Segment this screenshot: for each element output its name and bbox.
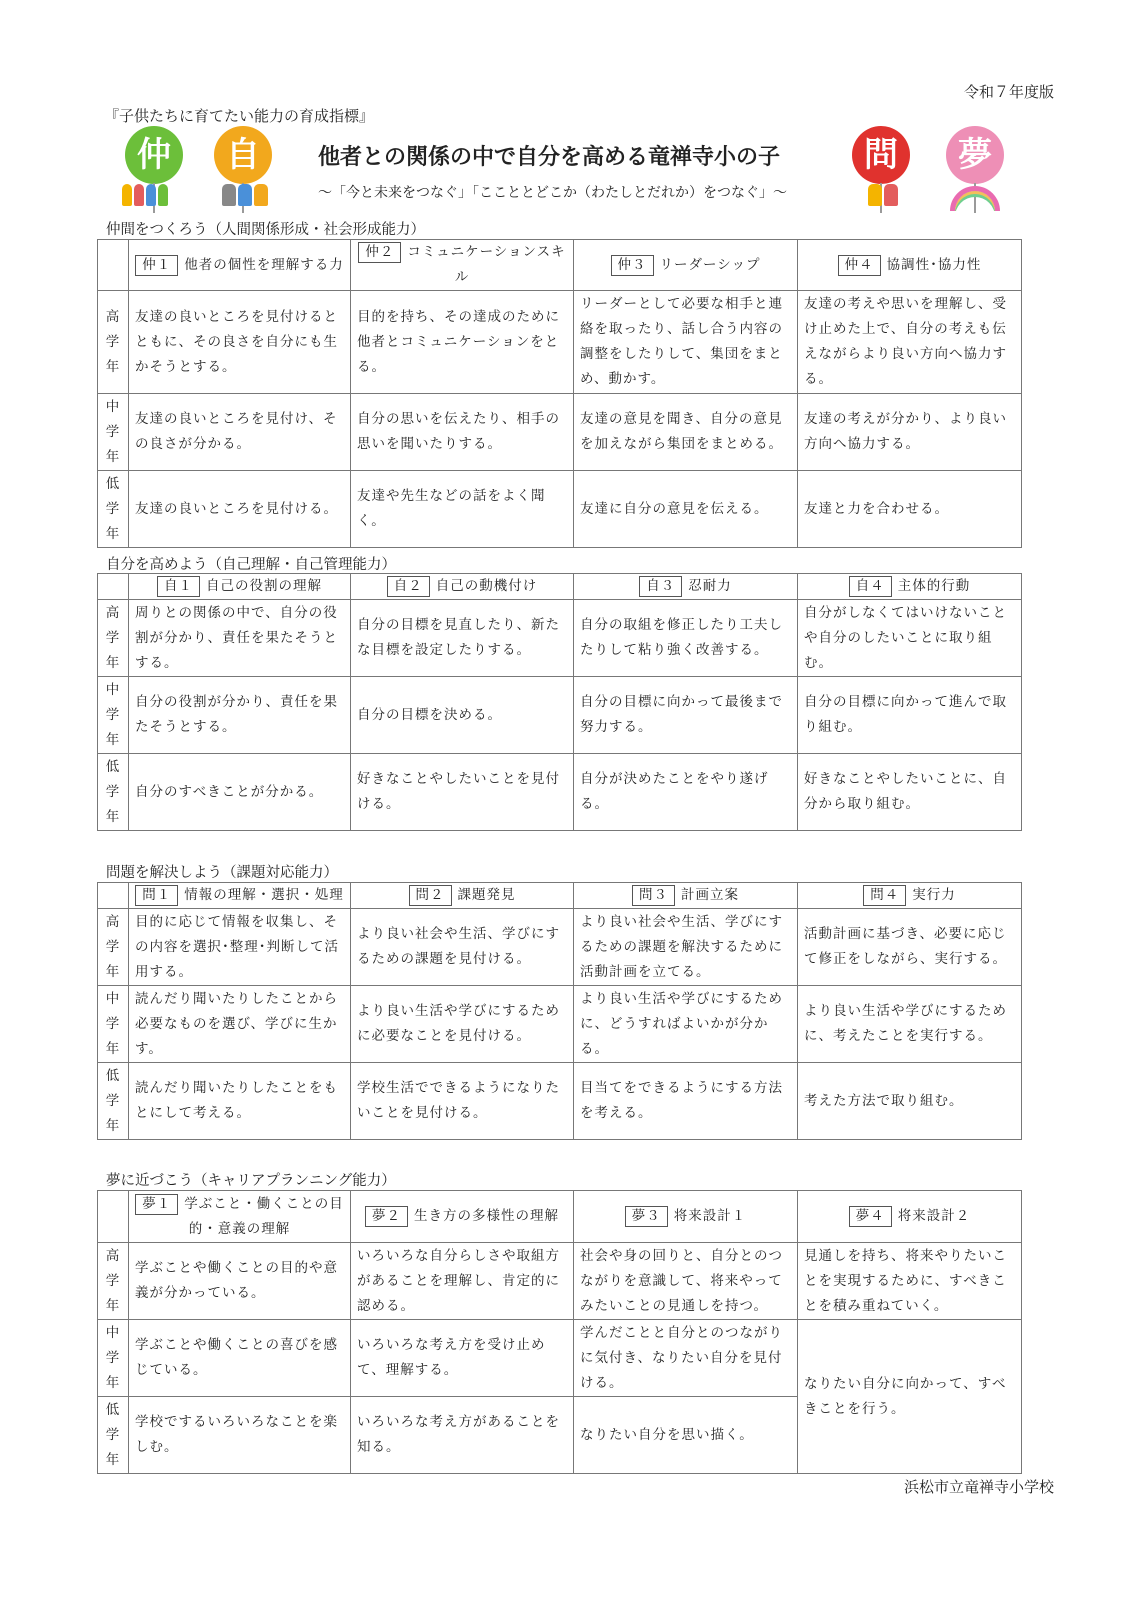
table-cell: より良い生活や学びにするために必要なことを見付ける。 — [351, 986, 574, 1063]
table-cell: 自分の目標を決める。 — [351, 677, 574, 754]
table-cell: 自分の目標を見直したり、新たな目標を設定したりする。 — [351, 600, 574, 677]
rainbow-icon — [950, 186, 1000, 211]
table-naka — [97, 239, 1022, 548]
table-ji — [97, 573, 1022, 831]
header-label: 主体的行動 — [897, 578, 971, 594]
header-cell — [574, 240, 798, 291]
code-box: 自４ — [849, 576, 892, 597]
grade-cell: 低 学 年 — [98, 1063, 129, 1140]
grade-cell: 高 学 年 — [98, 291, 129, 394]
edition-label: 令和７年度版 — [963, 83, 1054, 101]
table-cell: より良い社会や生活、学びにするための課題を見付ける。 — [351, 909, 574, 986]
table-cell: 好きなことやしたいことに、自分から取り組む。 — [798, 754, 1022, 831]
table-cell: なりたい自分を思い描く。 — [574, 1397, 798, 1474]
table-cell: リーダーとして必要な相手と連絡を取ったり、話し合う内容の調整をしたりして、集団をまとめ、動かす。 — [574, 291, 798, 394]
table-cell: より良い生活や学びにするために、考えたことを実行する。 — [798, 986, 1022, 1063]
header-label: 実行力 — [912, 887, 956, 903]
tagline: ～「今と未来をつなぐ」「ここととどこか（わたしとだれか）をつなぐ」～ — [318, 185, 787, 201]
school-name: 浜松市立竜禅寺小学校 — [903, 1478, 1054, 1496]
header-cell — [351, 574, 574, 600]
children-illustration-icon — [122, 184, 170, 209]
table-cell: 見通しを持ち、将来やりたいことを実現するために、すべきことを積み重ねていく。 — [798, 1243, 1022, 1320]
grade-cell: 高 学 年 — [98, 1243, 129, 1320]
table-row-low — [98, 754, 1022, 831]
header-cell — [574, 574, 798, 600]
table-cell: 友達の意見を聞き、自分の意見を加えながら集団をまとめる。 — [574, 394, 798, 471]
table-cell: 友達の良いところを見付けるとともに、その良さを自分にも生かそうとする。 — [129, 291, 351, 394]
code-box: 問２ — [409, 885, 452, 906]
table-cell: 学ぶことや働くことの喜びを感じている。 — [129, 1320, 351, 1397]
badge-mon: 問 — [852, 126, 910, 184]
header-cell — [351, 1191, 574, 1243]
grade-cell: 中 学 年 — [98, 394, 129, 471]
badge-naka: 仲 — [125, 126, 183, 184]
table-mon — [97, 882, 1022, 1140]
table-cell: 社会や身の回りと、自分とのつながりを意識して、将来やってみたいことの見通しを持つ。 — [574, 1243, 798, 1320]
header-label: 他者の個性を理解する力 — [184, 256, 344, 273]
header-label: 将来設計１ — [673, 1208, 747, 1224]
header-cell — [129, 240, 351, 291]
table-cell: 自分がしなくてはいけないことや自分のしたいことに取り組む。 — [798, 600, 1022, 677]
section-title-mon: 問題を解決しよう（課題対応能力） — [106, 865, 338, 881]
table-cell: 目的を持ち、その達成のために他者とコミュニケーションをとる。 — [351, 291, 574, 394]
table-cell: いろいろな考え方があることを知る。 — [351, 1397, 574, 1474]
table-cell: 好きなことやしたいことを見付ける。 — [351, 754, 574, 831]
header-label: 忍耐力 — [688, 578, 732, 594]
grade-cell: 低 学 年 — [98, 471, 129, 548]
table-cell: 友達と力を合わせる。 — [798, 471, 1022, 548]
table-cell: 自分の役割が分かり、責任を果たそうとする。 — [129, 677, 351, 754]
header-cell — [798, 240, 1022, 291]
table-cell: 友達の良いところを見付ける。 — [129, 471, 351, 548]
grade-cell: 中 学 年 — [98, 1320, 129, 1397]
header-label: 課題発見 — [457, 887, 516, 903]
table-cell: 学ぶことや働くことの目的や意義が分かっている。 — [129, 1243, 351, 1320]
header-cell — [798, 883, 1022, 909]
header-cell — [129, 1191, 351, 1243]
table-cell: 友達の良いところを見付け、その良さが分かる。 — [129, 394, 351, 471]
table-cell: 自分の目標に向かって最後まで努力する。 — [574, 677, 798, 754]
header-label: 将来設計２ — [897, 1208, 971, 1224]
badge-ji: 自 — [214, 126, 272, 184]
grade-cell: 低 学 年 — [98, 1397, 129, 1474]
header-label: 計画立案 — [681, 887, 739, 903]
table-cell: 学校でするいろいろなことを楽しむ。 — [129, 1397, 351, 1474]
corner-cell — [98, 1191, 129, 1243]
table-header-row — [98, 574, 1022, 600]
header-label: 自己の動機付け — [435, 578, 538, 594]
table-cell-merged: なりたい自分に向かって、すべきことを行う。 — [798, 1320, 1022, 1474]
table-cell: 友達や先生などの話をよく聞く。 — [351, 471, 574, 548]
code-box: 仲１ — [135, 255, 178, 276]
table-cell: 友達の考えが分かり、より良い方向へ協力する。 — [798, 394, 1022, 471]
grade-cell: 低 学 年 — [98, 754, 129, 831]
code-box: 仲３ — [611, 255, 654, 276]
table-cell: いろいろな自分らしさや取組方があることを理解し、肯定的に認める。 — [351, 1243, 574, 1320]
section-title-ji: 自分を高めよう（自己理解・自己管理能力） — [106, 557, 396, 573]
header-label: 学ぶこと・働くことの目的・意義の理解 — [184, 1195, 344, 1237]
header-label: 情報の理解・選択・処理 — [184, 887, 344, 903]
header-cell — [798, 1191, 1022, 1243]
header-label: コミュニケーションスキル — [407, 244, 566, 285]
student-teacher-illustration-icon — [222, 184, 270, 209]
header-cell — [574, 1191, 798, 1243]
code-box: 問１ — [135, 885, 178, 906]
table-cell: 自分が決めたことをやり遂げる。 — [574, 754, 798, 831]
header-label: リーダーシップ — [659, 256, 761, 273]
table-cell: より良い生活や学びにするために、どうすればよいかが分かる。 — [574, 986, 798, 1063]
header-cell — [574, 883, 798, 909]
table-cell: 友達に自分の意見を伝える。 — [574, 471, 798, 548]
table-cell: 目的に応じて情報を収集し、その内容を選択･整理･判断して活用する。 — [129, 909, 351, 986]
header-cell — [129, 883, 351, 909]
header-cell — [351, 883, 574, 909]
table-row-low — [98, 1063, 1022, 1140]
table-cell: 学んだことと自分とのつながりに気付き、なりたい自分を見付ける。 — [574, 1320, 798, 1397]
table-header-row — [98, 1191, 1022, 1243]
table-cell: 目当てをできるようにする方法を考える。 — [574, 1063, 798, 1140]
table-yume — [97, 1190, 1022, 1474]
table-row-high — [98, 600, 1022, 677]
table-cell: 友達の考えや思いを理解し、受け止めた上で、自分の考えも伝えながらより良い方向へ協力する。 — [798, 291, 1022, 394]
header-label: 協調性･協力性 — [886, 256, 982, 273]
table-cell: 考えた方法で取り組む。 — [798, 1063, 1022, 1140]
corner-cell — [98, 574, 129, 600]
document-title: 『子供たちに育てたい能力の育成指標』 — [104, 107, 375, 125]
table-row-high — [98, 291, 1022, 394]
table-cell: 読んだり聞いたりしたことから必要なものを選び、学びに生かす。 — [129, 986, 351, 1063]
table-cell: より良い社会や生活、学びにするための課題を解決するために活動計画を立てる。 — [574, 909, 798, 986]
table-row-mid — [98, 394, 1022, 471]
table-cell: 周りとの関係の中で、自分の役割が分かり、責任を果たそうとする。 — [129, 600, 351, 677]
code-box: 夢２ — [365, 1206, 408, 1227]
table-cell: 読んだり聞いたりしたことをもとにして考える。 — [129, 1063, 351, 1140]
header-label: 生き方の多様性の理解 — [414, 1208, 559, 1224]
grade-cell: 高 学 年 — [98, 600, 129, 677]
code-box: 自３ — [639, 576, 682, 597]
table-row-mid — [98, 986, 1022, 1063]
table-cell: 学校生活でできるようになりたいことを見付ける。 — [351, 1063, 574, 1140]
table-row-low — [98, 471, 1022, 548]
table-header-row — [98, 883, 1022, 909]
section-title-yume: 夢に近づこう（キャリアプランニング能力） — [106, 1173, 396, 1189]
header-label: 自己の役割の理解 — [206, 578, 322, 594]
table-cell: 自分の取組を修正したり工夫したりして粘り強く改善する。 — [574, 600, 798, 677]
code-box: 夢４ — [849, 1206, 892, 1227]
code-box: 問３ — [632, 885, 675, 906]
code-box: 問４ — [863, 885, 906, 906]
table-cell: 自分のすべきことが分かる。 — [129, 754, 351, 831]
table-cell: いろいろな考え方を受け止めて、理解する。 — [351, 1320, 574, 1397]
main-title: 他者との関係の中で自分を高める竜禅寺小の子 — [318, 145, 781, 170]
table-row-mid — [98, 1320, 1022, 1397]
table-row-high — [98, 1243, 1022, 1320]
table-cell: 自分の目標に向かって進んで取り組む。 — [798, 677, 1022, 754]
table-header-row — [98, 240, 1022, 291]
section-title-naka: 仲間をつくろう（人間関係形成・社会形成能力） — [106, 222, 425, 238]
corner-cell — [98, 240, 129, 291]
badge-yume: 夢 — [946, 126, 1004, 184]
children-thinking-illustration-icon — [868, 184, 900, 209]
header-cell — [351, 240, 574, 291]
grade-cell: 高 学 年 — [98, 909, 129, 986]
code-box: 自２ — [387, 576, 430, 597]
code-box: 自１ — [157, 576, 200, 597]
table-row-mid — [98, 677, 1022, 754]
code-box: 仲４ — [838, 255, 881, 276]
table-cell: 活動計画に基づき、必要に応じて修正をしながら、実行する。 — [798, 909, 1022, 986]
header-cell — [798, 574, 1022, 600]
grade-cell: 中 学 年 — [98, 986, 129, 1063]
code-box: 夢３ — [625, 1206, 668, 1227]
code-box: 夢１ — [135, 1194, 178, 1215]
table-cell: 自分の思いを伝えたり、相手の思いを聞いたりする。 — [351, 394, 574, 471]
table-row-high — [98, 909, 1022, 986]
header-cell — [129, 574, 351, 600]
grade-cell: 中 学 年 — [98, 677, 129, 754]
code-box: 仲２ — [358, 242, 401, 263]
corner-cell — [98, 883, 129, 909]
